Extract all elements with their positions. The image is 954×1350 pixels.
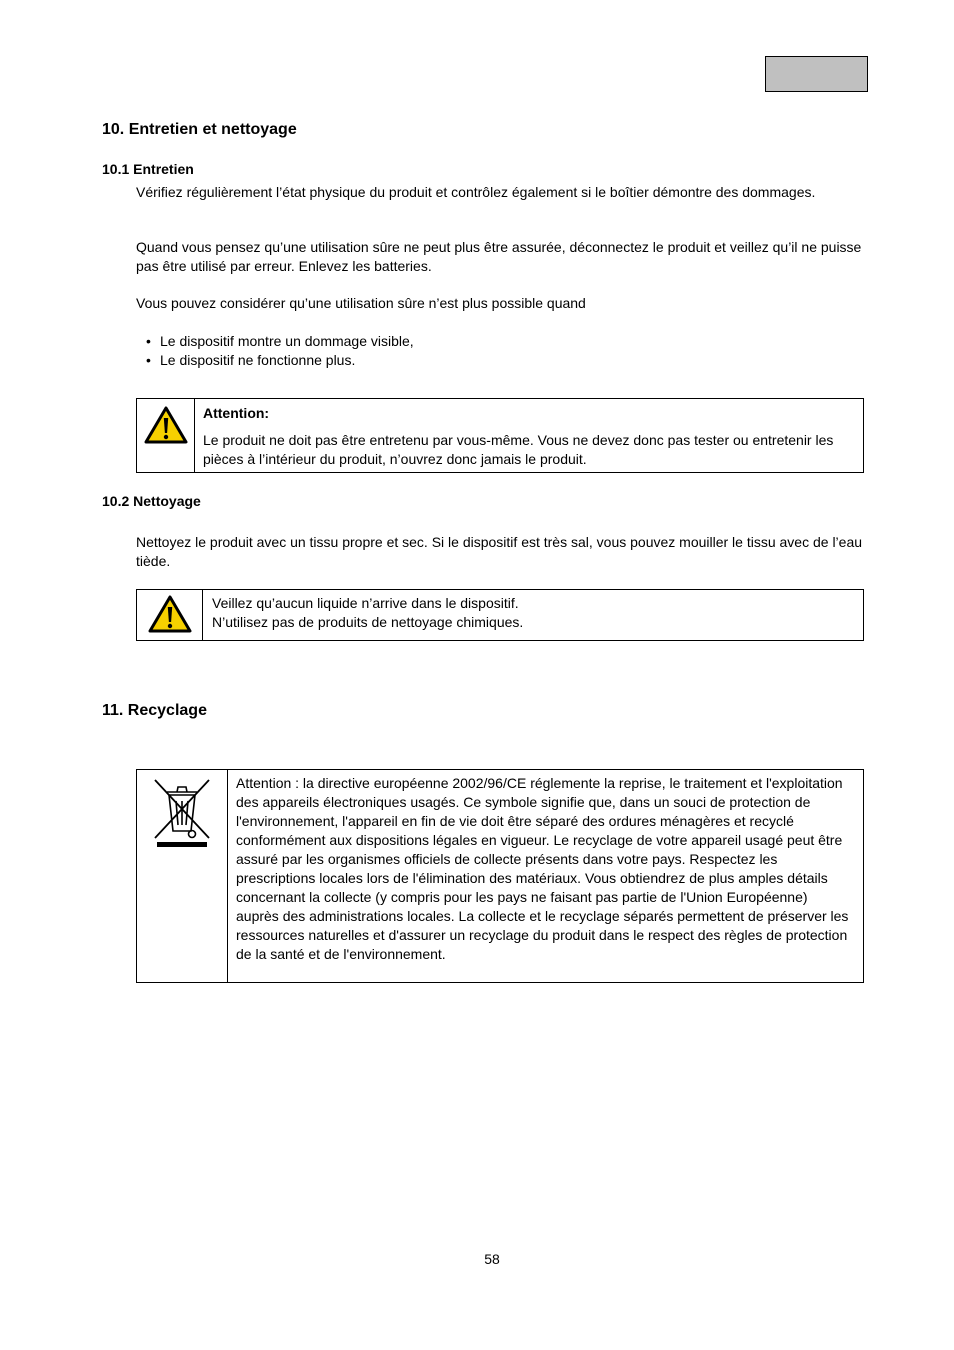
bullet-icon: • (146, 333, 151, 349)
nettoyage-warning-box (136, 589, 864, 641)
nettoyage-warning-line-2: N’utilisez pas de produits de nettoyage chimiques. (212, 614, 524, 630)
section-10-2-title: 10.2 Nettoyage (102, 493, 201, 509)
attention-box (136, 398, 864, 473)
warning-icon-cell (137, 590, 203, 640)
entretien-paragraph-1: Vérifiez régulièrement l’état physique du produit et contrôlez également si le boîtier démontre des dommages. (136, 184, 816, 200)
entretien-paragraph-3: Vous pouvez considérer qu’une utilisation sûre n’est plus possible quand (136, 295, 586, 311)
attention-text: Le produit ne doit pas être entretenu par vous-même. Vous ne devez donc pas tester ou entretenir les pièces à l’intérieur du produit, n’ouvrez donc jamais le produit. (203, 432, 834, 467)
warning-icon-cell (137, 399, 195, 472)
attention-title: Attention: (203, 405, 270, 421)
section-10-1-title: 10.1 Entretien (102, 161, 194, 177)
entretien-paragraph-2: Quand vous pensez qu’une utilisation sûre ne peut plus être assurée, déconnectez le produit et veillez qu’il ne puisse pas être utilisé par erreur. Enlevez les batteries. (136, 239, 862, 274)
section-11-title: 11. Recyclage (102, 702, 207, 719)
language-tab (765, 56, 868, 92)
bullet-icon: • (146, 352, 151, 368)
page-number: 58 (484, 1251, 500, 1267)
recyclage-text: Attention : la directive européenne 2002/96/CE réglemente la reprise, le traitement et l'exploitation des appareils électroniques usagés. Ce symbole signifie que, dans un souci de protection de l'environnement, l'appareil en fin de vie doit être séparé des ordures ménagères et recyclé conformément aux dispositions légales en vigueur. Le recyclage de votre appareil usagé peut être assuré par les organismes officiels de collecte présents dans votre pays. Respectez les prescriptions locales lors de l'élimination des matériaux. Vous obtiendrez de plus amples détails concernant la collecte (y compris pour les pays ne faisant pas partie de l'Union Européenne) auprès des administrations locales. La collecte et le recyclage séparés permettent de préserver les ressources naturelles et d'assurer un recyclage du produit dans le respect des règles de protection de la santé et de l'environnement. (236, 775, 849, 962)
nettoyage-paragraph: Nettoyez le produit avec un tissu propre et sec. Si le dispositif est très sal, vous pouvez mouiller le tissu avec de l’eau tiède. (136, 534, 863, 569)
list-item-text: Le dispositif montre un dommage visible, (160, 333, 414, 349)
entretien-bullet-list (146, 332, 866, 370)
recyclage-box (136, 769, 864, 983)
list-item (146, 332, 866, 351)
list-item (146, 351, 866, 370)
warning-triangle-icon (144, 406, 188, 444)
recycle-icon-cell (137, 770, 228, 982)
list-item-text: Le dispositif ne fonctionne plus. (160, 352, 356, 368)
attention-text-cell (195, 399, 863, 472)
warning-triangle-icon (148, 595, 192, 633)
nettoyage-warning-text-cell (203, 590, 863, 640)
nettoyage-warning-line-1: Veillez qu’aucun liquide n’arrive dans le dispositif. (212, 595, 519, 611)
section-10-title: 10. Entretien et nettoyage (102, 121, 297, 138)
crossed-out-bin-icon (151, 776, 213, 848)
